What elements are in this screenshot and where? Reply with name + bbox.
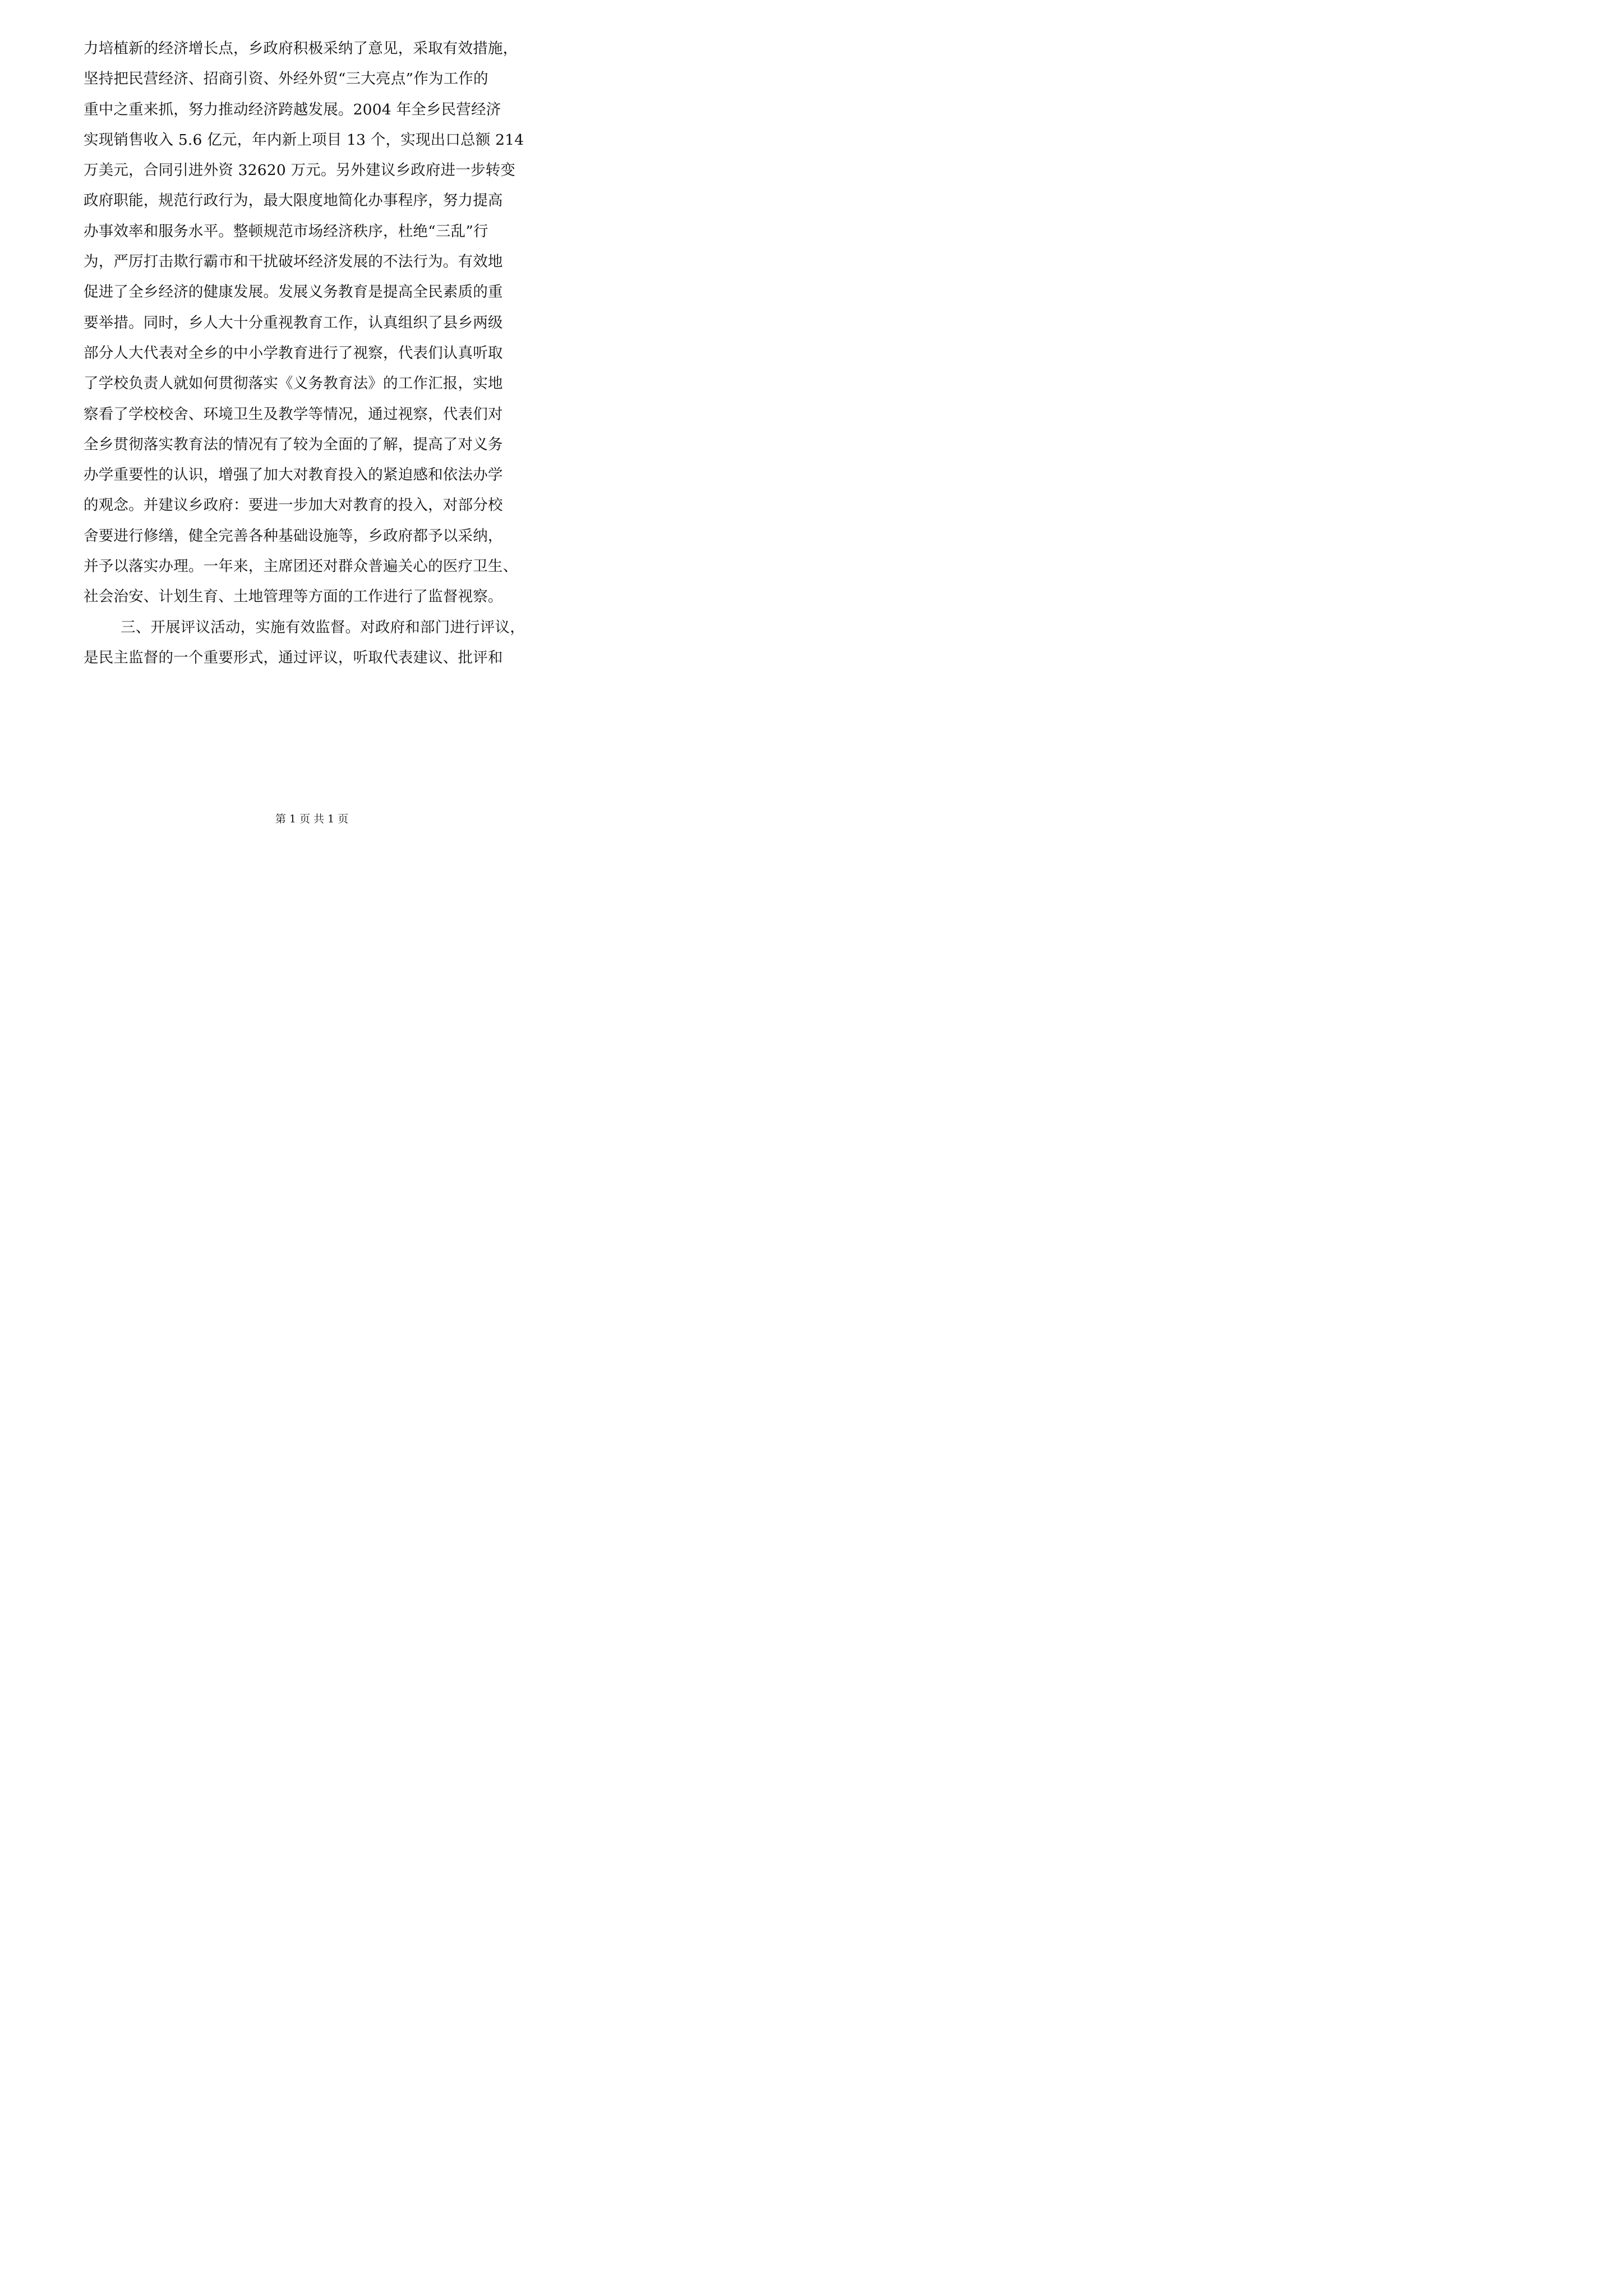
body-text [84, 34, 549, 673]
text-line: 政府职能，规范行政行为，最大限度地简化办事程序，努力提高 [84, 192, 503, 210]
text-line: 办学重要性的认识，增强了加大对教育投入的紧迫感和依法办学 [84, 466, 503, 484]
text-line: 社会治安、计划生育、土地管理等方面的工作进行了监督视察。 [84, 588, 503, 606]
text-line: 力培植新的经济增长点，乡政府积极采纳了意见，采取有效措施， [84, 40, 518, 57]
page-footer [0, 812, 624, 826]
text-line: 察看了学校校舍、环境卫生及教学等情况，通过视察，代表们对 [84, 405, 503, 423]
text-line: 坚持把民营经济、招商引资、外经外贸“三大亮点”作为工作的 [84, 70, 488, 88]
text-line: 为，严厉打击欺行霸市和干扰破坏经济发展的不法行为。有效地 [84, 253, 503, 271]
text-line: 是民主监督的一个重要形式，通过评议，听取代表建议、批评和 [84, 648, 503, 666]
text-line: 办事效率和服务水平。整顿规范市场经济秩序，杜绝“三乱”行 [84, 222, 488, 240]
section-heading-line: 三、开展评议活动，实施有效监督。对政府和部门进行评议， [121, 618, 525, 636]
text-line: 了学校负责人就如何贯彻落实《义务教育法》的工作汇报，实地 [84, 375, 503, 393]
text-line: 舍要进行修缮，健全完善各种基础设施等，乡政府都予以采纳， [84, 527, 503, 545]
text-line: 部分人大代表对全乡的中小学教育进行了视察，代表们认真听取 [84, 344, 503, 362]
document-page [0, 0, 624, 882]
text-line: 并予以落实办理。一年来，主席团还对群众普遍关心的医疗卫生、 [84, 558, 518, 576]
text-line: 重中之重来抓，努力推动经济跨越发展。2004 年全乡民营经济 [84, 100, 501, 118]
text-line: 的观念。并建议乡政府：要进一步加大对教育的投入，对部分校 [84, 496, 503, 514]
text-line: 促进了全乡经济的健康发展。发展义务教育是提高全民素质的重 [84, 283, 503, 301]
text-line: 万美元，合同引进外资 32620 万元。另外建议乡政府进一步转变 [84, 162, 516, 180]
page-number-label: 第 1 页 共 1 页 [275, 813, 349, 825]
text-line: 全乡贯彻落实教育法的情况有了较为全面的了解，提高了对义务 [84, 435, 503, 453]
text-line: 要举措。同时，乡人大十分重视教育工作，认真组织了县乡两级 [84, 314, 503, 332]
text-line: 实现销售收入 5.6 亿元，年内新上项目 13 个，实现出口总额 214 [84, 131, 524, 149]
